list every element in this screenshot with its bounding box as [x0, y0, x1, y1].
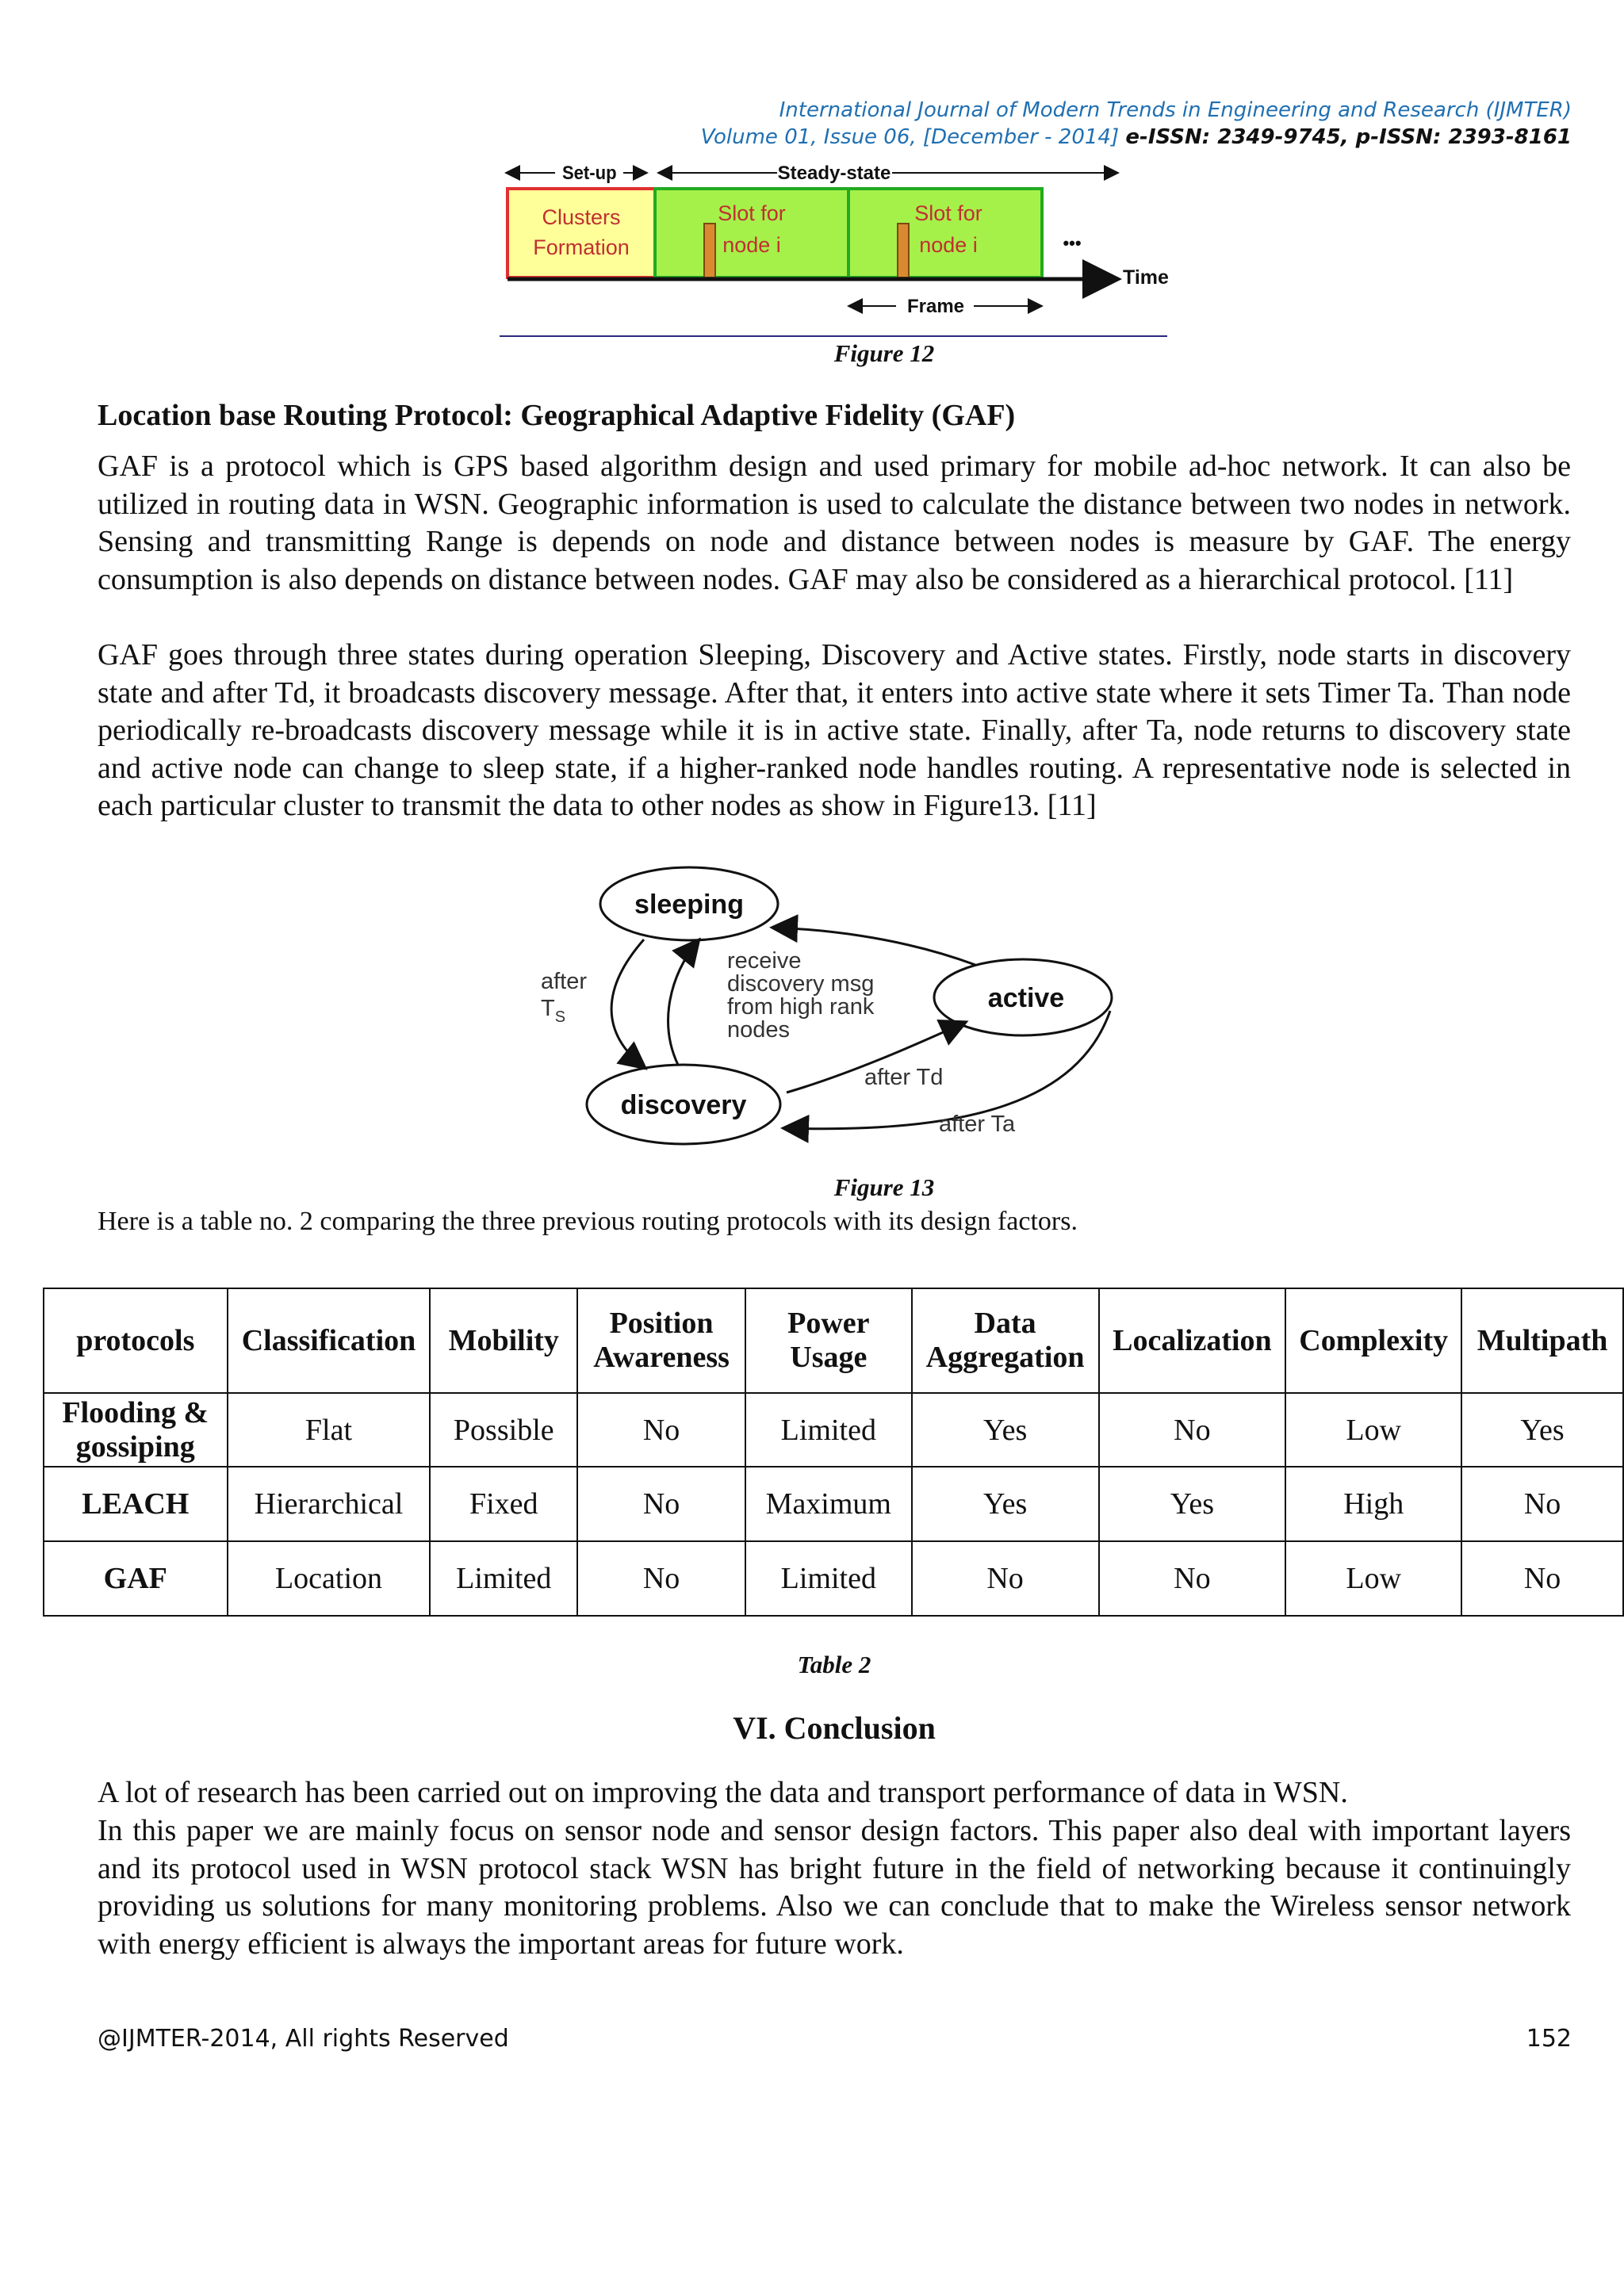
header-classification [228, 1288, 431, 1393]
header-localization [1099, 1288, 1286, 1393]
header-power-usage [745, 1288, 912, 1393]
header-complexity [1285, 1288, 1461, 1393]
table-cell: No [577, 1467, 745, 1541]
header-mobility-text: Mobility [448, 1323, 559, 1357]
frame-label: Frame [906, 296, 965, 317]
header-power-text: Power [787, 1307, 870, 1340]
row-protocol-name [44, 1393, 228, 1467]
receive-label-line3: from high rank [727, 994, 875, 1020]
row-protocol-name: LEACH [44, 1467, 228, 1541]
table-cell: No [577, 1393, 745, 1467]
ts-main: T [541, 996, 555, 1021]
gaf-paragraph-2: GAF goes through three states during operation Sleeping, Discovery and Active states. Firstly, node starts in discovery state and after Td, it broadcasts discovery message. After that, it enters into active state where it sets Timer Ta. Than node periodically re-broadcasts discovery message while it is in active state. Finally, after Ta, node returns to discovery state and active node can change to sleep state, if a higher-ranked node handles routing. A representative node is selected in each particular cluster to transmit the data to other nodes as show in Figure13. [11] [98, 638, 1571, 822]
table-cell: No [1099, 1541, 1286, 1616]
table-cell: Yes [912, 1467, 1099, 1541]
header-protocols-text: protocols [76, 1323, 195, 1357]
figure-12-caption: Figure 12 [833, 339, 935, 367]
header-multipath-text: Multipath [1477, 1323, 1608, 1357]
table-row [44, 1541, 1623, 1616]
table-row [44, 1393, 1623, 1467]
table-cell: No [1099, 1393, 1286, 1467]
header-complexity-text: Complexity [1299, 1323, 1449, 1357]
ellipsis-dots: ••• [1063, 233, 1082, 253]
table-cell: Limited [430, 1541, 577, 1616]
arrow-sleeping-to-discovery [611, 939, 644, 1067]
slot2-label-line1: Slot for [914, 201, 982, 225]
header-aggregation-text: Aggregation [925, 1341, 1085, 1374]
table-header-row [44, 1288, 1623, 1393]
receive-label-line1: receive [727, 948, 802, 974]
header-multipath [1461, 1288, 1623, 1393]
table-cell: Hierarchical [228, 1467, 431, 1541]
table-cell: Location [228, 1541, 431, 1616]
comparison-table [43, 1288, 1624, 1617]
row-protocol-name: GAF [44, 1541, 228, 1616]
footer-page-number: 152 [1526, 2025, 1572, 2053]
table-cell: Low [1285, 1541, 1461, 1616]
header-position-awareness [577, 1288, 745, 1393]
setup-label: Set-up [561, 162, 617, 184]
slot1-label-line2: node i [722, 233, 781, 257]
table-row [44, 1467, 1623, 1541]
header-position-text: Position [609, 1307, 714, 1340]
table-cell: Flat [228, 1393, 431, 1467]
clusters-label-line1: Clusters [542, 205, 621, 229]
table-cell: High [1285, 1467, 1461, 1541]
header-awareness-text: Awareness [593, 1341, 730, 1374]
header-classification-text: Classification [241, 1323, 416, 1357]
receive-label-line2: discovery msg [727, 971, 875, 997]
arrow-discovery-to-sleeping [668, 941, 698, 1065]
table-cell: No [577, 1541, 745, 1616]
active-state-label: active [987, 983, 1065, 1013]
table-cell: Low [1285, 1393, 1461, 1467]
row-name-line1: Flooding & [62, 1395, 209, 1429]
figure-13-caption: Figure 13 [833, 1173, 935, 1201]
table-cell: Yes [1461, 1393, 1623, 1467]
slot-marker-1 [704, 224, 715, 277]
table-cell: No [1461, 1467, 1623, 1541]
after-ts-label: after [541, 969, 588, 994]
table-cell: Yes [912, 1393, 1099, 1467]
receive-label-line4: nodes [727, 1017, 791, 1043]
table-cell: No [1461, 1541, 1623, 1616]
slot2-label-line2: node i [919, 233, 978, 257]
journal-issn: e-ISSN: 2349-9745, p-ISSN: 2393-8161 [1125, 125, 1572, 149]
header-mobility [430, 1288, 577, 1393]
conclusion-paragraph-2: In this paper we are mainly focus on sensor node and sensor design factors. This paper also deal with important layers and its protocol used in WSN protocol stack WSN has bright future in the field of networking because it continuingly providing us solutions for many monitoring problems. Also we can conclude that to make the Wireless sensor network with energy efficient is always the important areas for future work. [98, 1814, 1571, 1961]
journal-volume-line [701, 124, 1572, 151]
figure-12-diagram [492, 155, 1174, 342]
header-data-aggregation [912, 1288, 1099, 1393]
time-label: Time [1123, 266, 1169, 289]
sleeping-state-label: sleeping [634, 890, 744, 920]
discovery-state-label: discovery [620, 1090, 747, 1120]
table-cell: Maximum [745, 1467, 912, 1541]
table-cell: Yes [1099, 1467, 1286, 1541]
gaf-section-title: Location base Routing Protocol: Geographical Adaptive Fidelity (GAF) [98, 399, 1016, 432]
header-data-text: Data [974, 1307, 1036, 1340]
header-localization-text: Localization [1113, 1323, 1272, 1357]
arrow-active-to-sleeping [774, 928, 975, 965]
table-cell: Limited [745, 1541, 912, 1616]
journal-volume: Volume 01, Issue 06, [December - 2014] [700, 125, 1120, 149]
table-intro-text: Here is a table no. 2 comparing the three previous routing protocols with its design factors. [98, 1207, 1078, 1236]
after-ta-label: after Ta [939, 1112, 1016, 1137]
row-name-line2: gossiping [75, 1429, 195, 1464]
table-cell: Limited [745, 1393, 912, 1467]
table-cell: Fixed [430, 1467, 577, 1541]
gaf-paragraph-1: GAF is a protocol which is GPS based algorithm design and used primary for mobile ad-hoc network. It can also be utilized in routing data in WSN. Geographic information is used to calculate the distance between two nodes in network. Sensing and transmitting Range is depends on node and distance between nodes is measure by GAF. The energy consumption is also depends on distance between nodes. GAF may also be considered as a hierarchical protocol. [11] [98, 450, 1571, 596]
ts-sub: S [554, 1008, 566, 1026]
journal-title: International Journal of Modern Trends in Engineering and Research (IJMTER) [779, 98, 1572, 122]
table-2-caption: Table 2 [797, 1651, 871, 1678]
conclusion-paragraph-1: A lot of research has been carried out on improving the data and transport performance of data in WSN. [98, 1776, 1348, 1809]
table-cell: Possible [430, 1393, 577, 1467]
figure-13-state-diagram [523, 864, 1126, 1165]
table-cell: No [912, 1541, 1099, 1616]
steady-state-label: Steady-state [777, 163, 891, 184]
slot-marker-2 [898, 224, 909, 277]
footer-copyright: @IJMTER-2014, All rights Reserved [98, 2025, 509, 2053]
slot1-label-line1: Slot for [718, 201, 786, 225]
clusters-formation-block [508, 189, 655, 277]
clusters-label-line2: Formation [533, 235, 630, 259]
ts-label [541, 996, 565, 1026]
header-protocols [44, 1288, 228, 1393]
journal-header [701, 97, 1572, 151]
header-usage-text: Usage [790, 1341, 868, 1374]
after-td-label: after Td [864, 1065, 944, 1090]
conclusion-heading: VI. Conclusion [733, 1710, 936, 1746]
